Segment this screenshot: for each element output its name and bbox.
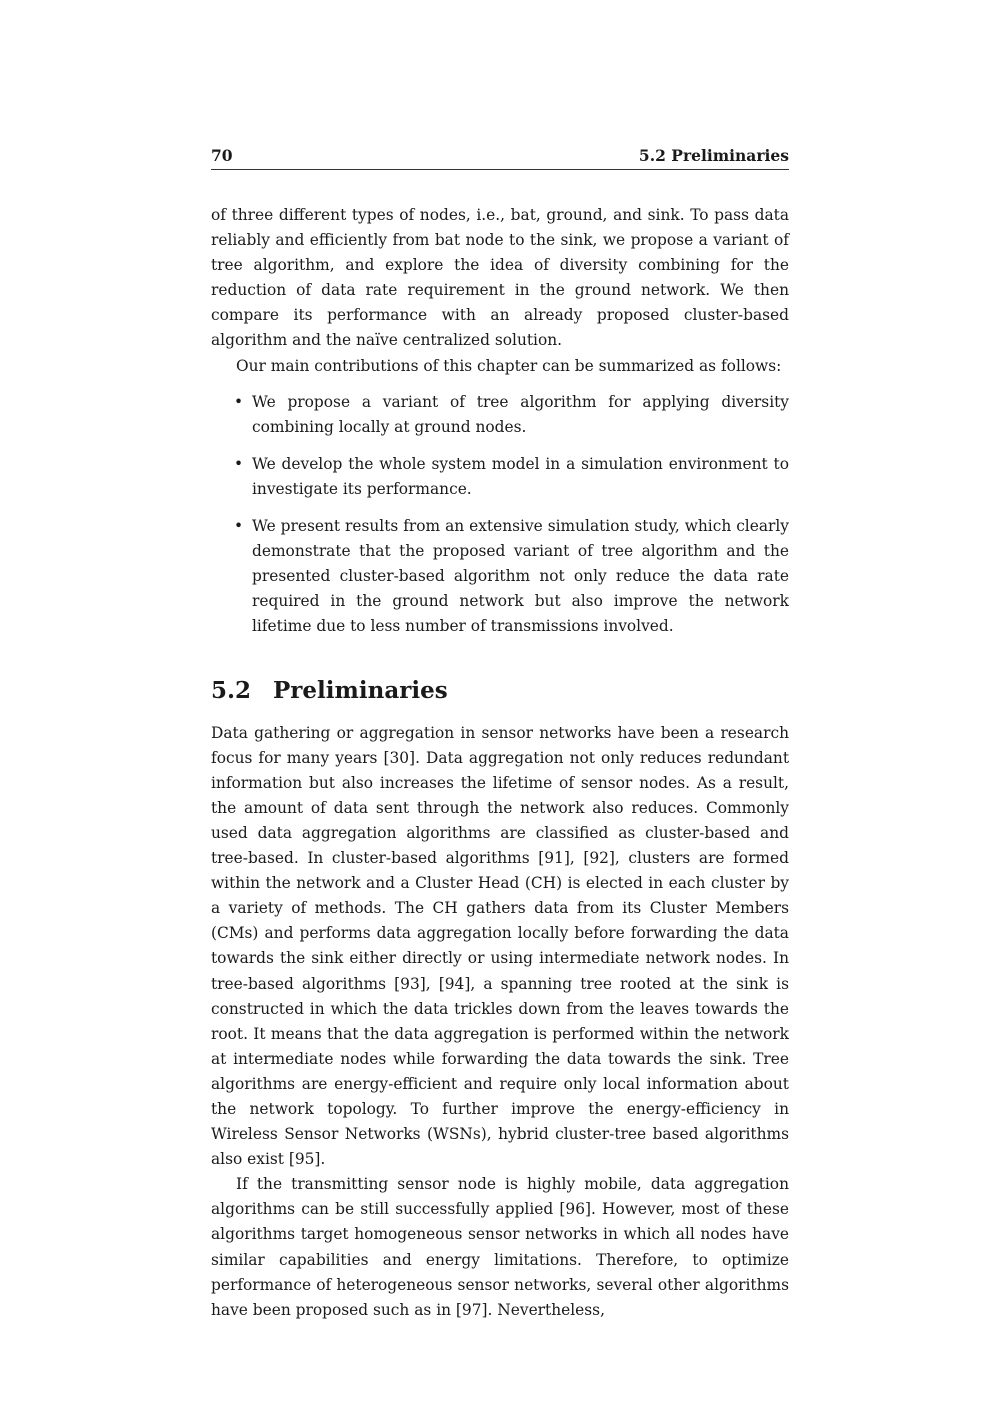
list-item-text: We present results from an extensive simulation study, which clearly demonstrate that the proposed variant of tree algorithm and the presented cluster-based algorithm not only reduce the data rate required in the ground network but also improve the network lifetime due to less number of transmissions involved. bbox=[252, 517, 789, 636]
contributions-list bbox=[211, 390, 789, 640]
bullet-icon: • bbox=[234, 517, 244, 536]
section-paragraph: Data gathering or aggregation in sensor networks have been a research focus for many years [30]. Data aggregation not only reduces redundant information but also increases the lifetime of sensor nodes. As a result, the amount of data sent through the network also reduces. Commonly used data aggregation algorithms are classified as cluster-based and tree-based. In cluster-based algorithms [91], [92], clusters are formed within the network and a Cluster Head (CH) is elected in each cluster by a variety of methods. The CH gathers data from its Cluster Members (CMs) and performs data aggregation locally before forwarding the data towards the sink either directly or using intermediate network nodes. In tree-based algorithms [93], [94], a spanning tree rooted at the sink is constructed in which the data trickles down from the leaves towards the root. It means that the data aggregation is performed within the network at intermediate nodes while forwarding the data towards the sink. Tree algorithms are energy-efficient and require only local information about the network topology. To further improve the energy-efficiency in Wireless Sensor Networks (WSNs), hybrid cluster-tree based algorithms also exist [95]. bbox=[211, 723, 789, 1169]
bullet-icon: • bbox=[234, 392, 244, 411]
page-number: 70 bbox=[211, 146, 233, 165]
section-paragraph: If the transmitting sensor node is highly mobile, data aggregation algorithms can be still successfully applied [96]. However, most of these algorithms target homogeneous sensor networks in which all nodes have similar capabilities and energy limitations. Therefore, to optimize performance of heterogeneous sensor networks, several other algorithms have been proposed such as in [97]. Nevertheless, bbox=[211, 1175, 789, 1319]
intro-paragraph: of three different types of nodes, i.e., bat, ground, and sink. To pass data reliably and efficiently from bat node to the sink, we propose a variant of tree algorithm, and explore the idea of diversity combining for the reduction of data rate requirement in the ground network. We then compare its performance with an already proposed cluster-based algorithm and the naïve centralized solution. bbox=[211, 206, 789, 350]
contributions-lead: Our main contributions of this chapter can be summarized as follows: bbox=[236, 356, 782, 375]
list-item-text: We develop the whole system model in a simulation environment to investigate its performance. bbox=[252, 454, 789, 498]
section-heading bbox=[211, 678, 789, 703]
running-section-title: 5.2 Preliminaries bbox=[638, 146, 789, 165]
section-title: Preliminaries bbox=[273, 676, 448, 704]
list-item-text: We propose a variant of tree algorithm for applying diversity combining locally at ground nodes. bbox=[252, 392, 789, 436]
section-number: 5.2 bbox=[211, 676, 252, 704]
bullet-icon: • bbox=[234, 454, 244, 473]
list-item bbox=[210, 390, 789, 440]
list-item bbox=[210, 452, 789, 502]
body-text bbox=[211, 203, 789, 1323]
running-header bbox=[211, 146, 789, 170]
list-item bbox=[210, 514, 789, 639]
page bbox=[211, 146, 789, 1323]
